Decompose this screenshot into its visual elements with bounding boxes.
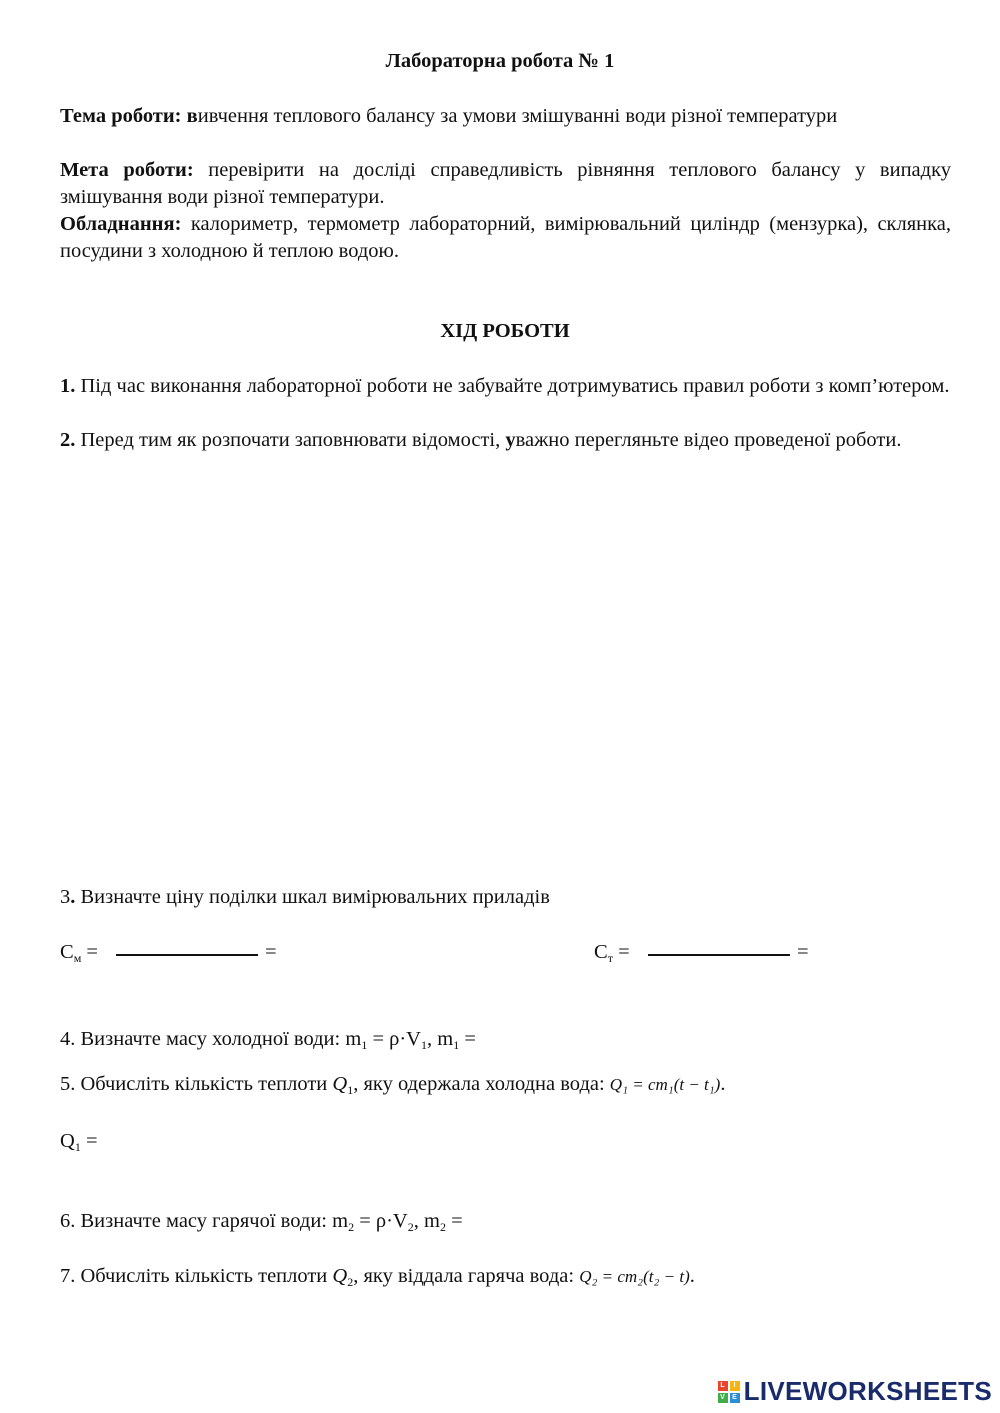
step-3-number: 3 xyxy=(60,886,71,908)
m1-equals: = xyxy=(459,1028,476,1050)
step-4-formula xyxy=(345,1028,476,1050)
cm-sub: м xyxy=(73,951,82,965)
step-7-text-a: 7. Обчисліть кількість теплоти xyxy=(60,1265,333,1287)
topic-first-letter: в xyxy=(186,105,198,127)
m2-sub-2: 2 xyxy=(439,1220,446,1234)
cm-eq2: = xyxy=(265,941,277,963)
page-title: Лабораторна робота № 1 xyxy=(385,50,615,72)
step-1-text: Під час виконання лабораторної роботи не забувайте дотримуватись правил роботи з комп’ютером. xyxy=(80,375,950,397)
q1-symbol: Q xyxy=(332,1073,348,1095)
step-6 xyxy=(60,1210,463,1233)
cm-eq1: = xyxy=(86,941,98,963)
q1-formula: Q₁ = cm₁(t − t₁) xyxy=(609,1075,721,1094)
step-2-text-a: Перед тим як розпочати заповнювати відомості, xyxy=(80,429,506,451)
step-6-text: 6. Визначте масу гарячої води: xyxy=(60,1210,327,1232)
step-2-bold-letter: у xyxy=(505,429,516,451)
ct-letter: С xyxy=(594,941,608,963)
step-7-end: . xyxy=(689,1265,695,1287)
logo-block-l: L xyxy=(718,1381,728,1391)
goal-text: перевірити на досліді справедливість рівняння теплового балансу у випадку змішування води різної температури. xyxy=(60,159,951,208)
step-1 xyxy=(60,373,951,400)
q1-letter: Q xyxy=(60,1130,75,1152)
cm-label xyxy=(60,941,98,964)
step-7-text-b: , яку віддала гаряча вода: xyxy=(353,1265,580,1287)
m1-sub: 1 xyxy=(361,1038,368,1052)
v1-sub: 1 xyxy=(421,1038,427,1052)
q2-sub: 2 xyxy=(347,1275,354,1289)
goal-label: Мета роботи: xyxy=(60,159,194,181)
liveworksheets-logo xyxy=(718,1376,992,1407)
step-3 xyxy=(60,886,550,909)
step-5-end: . xyxy=(720,1073,726,1095)
ct-eq2: = xyxy=(797,941,809,963)
m1-symbol: m xyxy=(345,1028,362,1050)
equipment-paragraph xyxy=(60,211,951,265)
step-7 xyxy=(60,1265,695,1288)
logo-block-i: I xyxy=(730,1381,740,1391)
topic-label: Тема роботи: xyxy=(60,105,182,127)
rho-v2-symbol: = ρ·V xyxy=(354,1210,408,1232)
step-4-text: 4. Визначте масу холодної води: xyxy=(60,1028,341,1050)
ct-sub: т xyxy=(607,951,613,965)
q2-formula: Q₂ = cm₂(t₂ − t) xyxy=(579,1267,690,1286)
equipment-label: Обладнання: xyxy=(60,213,182,235)
step-3-text: Визначте ціну поділки шкал вимірювальних приладів xyxy=(80,886,550,908)
logo-blocks-icon xyxy=(718,1381,740,1403)
step-2 xyxy=(60,427,951,454)
equipment-text: калориметр, термометр лабораторний, вимірювальний циліндр (мензурка), склянка, посудини з холодною й теплою водою. xyxy=(60,213,952,262)
topic-paragraph xyxy=(60,103,951,130)
step-3-dot: . xyxy=(70,886,76,908)
m2-equals: = xyxy=(445,1210,463,1232)
m2-symbol-2: , m xyxy=(413,1210,440,1232)
logo-text: LIVEWORKSHEETS xyxy=(743,1376,992,1406)
logo-block-e: E xyxy=(730,1393,740,1403)
ct-eq1: = xyxy=(618,941,630,963)
m2-sub: 2 xyxy=(348,1220,355,1234)
cm-fraction-line xyxy=(116,954,258,956)
step-4 xyxy=(60,1028,476,1051)
q2-symbol: Q xyxy=(332,1265,348,1287)
q1-answer-sub: 1 xyxy=(74,1140,81,1154)
ct-label xyxy=(594,941,630,964)
cm-letter: С xyxy=(60,941,74,963)
ct-fraction-line xyxy=(648,954,790,956)
m1-symbol-2: , m xyxy=(427,1028,454,1050)
step-5-text-b: , яку одержала холодна вода: xyxy=(353,1073,610,1095)
m1-sub-2: 1 xyxy=(453,1038,460,1052)
q1-sub: 1 xyxy=(347,1083,354,1097)
step-5-text-a: 5. Обчисліть кількість теплоти xyxy=(60,1073,333,1095)
step-6-formula xyxy=(332,1210,463,1232)
m2-symbol: m xyxy=(332,1210,349,1232)
v2-sub: 2 xyxy=(407,1220,414,1234)
goal-paragraph xyxy=(60,157,951,211)
q1-equals: = xyxy=(80,1130,98,1152)
step-1-number: 1. xyxy=(60,375,76,397)
step-2-text-b: важно перегляньте відео проведеної роботи. xyxy=(515,429,902,451)
section-title: ХІД РОБОТИ xyxy=(440,320,570,342)
step-2-number: 2. xyxy=(60,429,76,451)
q1-answer xyxy=(60,1130,98,1153)
logo-block-v: V xyxy=(718,1393,728,1403)
rho-v-symbol: = ρ·V xyxy=(367,1028,421,1050)
topic-text: ивчення теплового балансу за умови змішуванні води різної температури xyxy=(197,105,838,127)
step-5 xyxy=(60,1073,725,1096)
